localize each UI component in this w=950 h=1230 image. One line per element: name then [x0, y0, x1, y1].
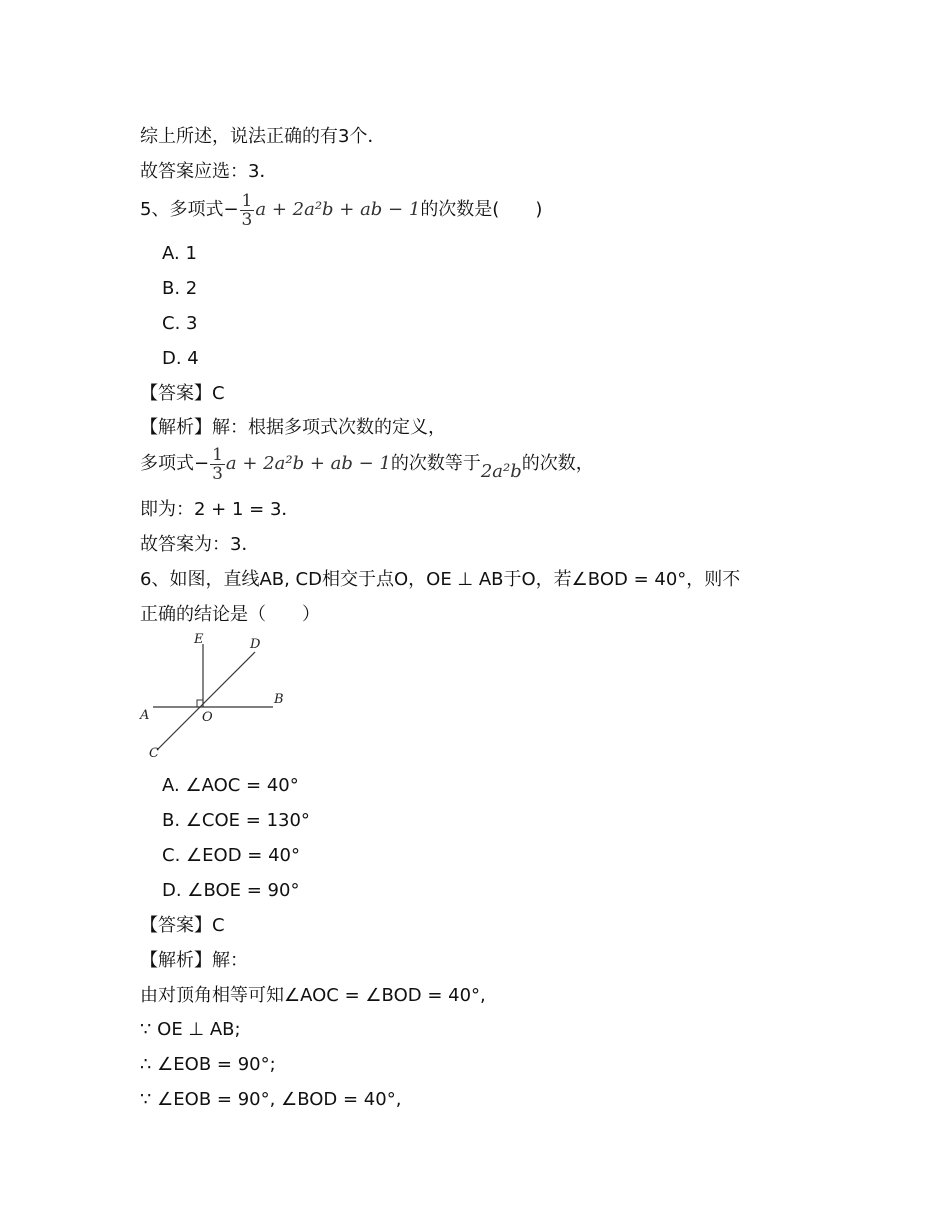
- label-d: D: [250, 637, 261, 652]
- label-e: E: [194, 632, 204, 647]
- fraction-numerator: 1: [241, 190, 253, 211]
- polynomial-expression: a + 2a²b + ab − 1: [255, 199, 421, 220]
- q5-analysis-mid: 的次数等于: [390, 453, 481, 474]
- label-o: O: [202, 710, 213, 725]
- fraction-denominator: 3: [241, 209, 253, 230]
- fraction-denominator: 3: [212, 463, 223, 484]
- label-c: C: [149, 746, 159, 761]
- question-5-prefix: 5、多项式−: [140, 199, 239, 220]
- question-5: [140, 180, 542, 240]
- q6-option-d: D. ∠BOE = 90°: [162, 880, 300, 901]
- q6-analysis-line: ∵ ∠EOB = 90°, ∠BOD = 40°,: [140, 1089, 402, 1110]
- q6-option-a: A. ∠AOC = 40°: [162, 775, 299, 796]
- q5-analysis-body: [140, 434, 594, 494]
- fraction: [210, 446, 225, 483]
- q6-option-c: C. ∠EOD = 40°: [162, 845, 300, 866]
- right-angle-mark: [197, 700, 203, 707]
- q5-analysis-suffix: 的次数，: [521, 453, 594, 474]
- label-b: B: [274, 692, 284, 707]
- q5-option-b: B. 2: [162, 278, 198, 299]
- q6-analysis-line: 由对顶角相等可知∠AOC = ∠BOD = 40°,: [140, 985, 486, 1006]
- q5-answer: 【答案】C: [140, 383, 225, 404]
- line-cd: [157, 652, 255, 750]
- q5-analysis-intro: 【解析】解：根据多项式次数的定义，: [140, 417, 446, 438]
- question-6-line-1: 6、如图，直线AB, CD相交于点O，OE ⊥ AB于O，若∠BOD = 40°，则不: [140, 569, 741, 590]
- q5-option-c: C. 3: [162, 313, 198, 334]
- fraction: [240, 192, 255, 229]
- q5-analysis-result: 即为：2 + 1 = 3．: [140, 499, 300, 520]
- q6-answer: 【答案】C: [140, 915, 225, 936]
- question-6-line-2: 正确的结论是（ ）: [140, 604, 320, 625]
- q5-option-d: D. 4: [162, 348, 199, 369]
- q6-option-b: B. ∠COE = 130°: [162, 810, 310, 831]
- geometry-figure: [135, 630, 295, 765]
- q6-analysis-intro: 【解析】解：: [140, 950, 248, 971]
- answer-choice-line: 故答案应选：3．: [140, 161, 278, 182]
- fraction-numerator: 1: [212, 444, 223, 465]
- q5-analysis-prefix: 多项式−: [140, 453, 210, 474]
- question-5-suffix: 的次数是( ): [420, 199, 543, 220]
- label-a: A: [140, 708, 150, 723]
- q5-option-a: A. 1: [162, 243, 197, 264]
- q5-analysis-final: 故答案为：3．: [140, 534, 260, 555]
- q6-analysis-line: ∵ OE ⊥ AB;: [140, 1019, 241, 1040]
- leading-term: 2a²b: [480, 461, 522, 482]
- summary-line: 综上所述，说法正确的有3个．: [140, 126, 386, 147]
- q6-analysis-line: ∴ ∠EOB = 90°;: [140, 1054, 276, 1075]
- polynomial-expression: a + 2a²b + ab − 1: [225, 453, 391, 474]
